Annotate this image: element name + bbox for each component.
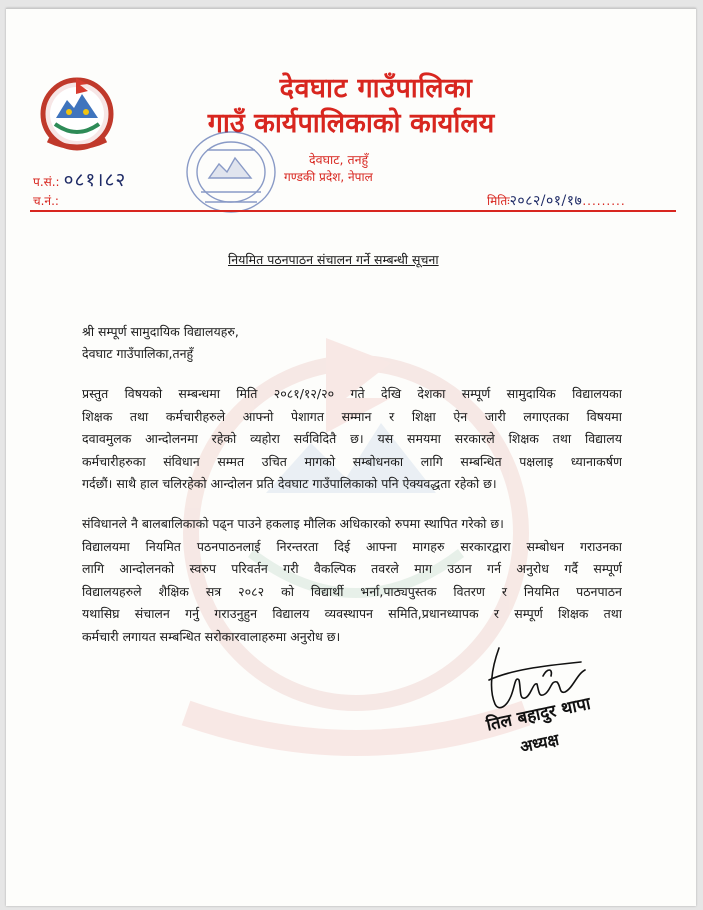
letter-date <box>487 191 626 210</box>
paragraph-1-line: दवावमुलक आन्दोलनमा रहेको व्यहोरा सर्वविदितै छ। यस समयमा सरकारले शिक्षक तथा विद्यालय <box>82 431 622 446</box>
paragraph-2-line: यथासिघ्र संचालन गर्नु गराउनुहुन विद्यालय व्यवस्थापन समिति,प्रधानध्यापक र सम्पूर्ण शिक्षक तथा <box>82 606 622 621</box>
office-title-line-1: देवघाट गाउँपालिका <box>279 73 473 104</box>
dispatch-number <box>33 192 59 209</box>
letter-page <box>6 8 696 906</box>
date-dots: ......... <box>582 194 626 208</box>
addressee-line-1: श्री सम्पूर्ण सामुदायिक विद्यालयहरु, <box>82 324 239 339</box>
signatory-title: अध्यक्ष <box>518 729 561 757</box>
letter-subject: नियमित पठनपाठन संचालन गर्ने सम्बन्धी सूचना <box>228 252 439 267</box>
paragraph-2-line: संविधानले नै बालबालिकाको पढ्न पाउने हकलाइ मौलिक अधिकारको रुपमा स्थापित गरेको छ। <box>82 516 504 531</box>
paragraph-1-line: गर्दछौं। साथै हाल चलिरहेको आन्दोलन प्रति देवघाट गाउँपालिकाको पनि ऐक्यवद्धता रहेको छ। <box>82 476 497 491</box>
paragraph-2-line: विद्यालयहरुले शैक्षिक सत्र २०८२ को विद्यार्थी भर्ना,पाठ्यपुस्तक वितरण र नियमित पठनपाठन <box>82 583 622 599</box>
signatory-name: तिल बहादुर थापा <box>484 693 593 736</box>
nepal-emblem-icon <box>36 70 118 152</box>
header-divider <box>30 210 676 212</box>
reference-number <box>33 166 126 192</box>
paragraph-2 <box>82 513 622 648</box>
address-line-1: देवघाट, तनहुँ <box>309 152 369 167</box>
scan-edge-line <box>6 8 696 9</box>
addressee-block <box>82 321 239 365</box>
date-value: २०८२/०१/१७ <box>509 193 583 209</box>
address-line-2: गण्डकी प्रदेश, नेपाल <box>284 170 373 184</box>
dispatch-label: च.नं.: <box>33 194 59 208</box>
paragraph-2-line: विद्यालयमा नियमित पठनपाठनलाई निरन्तरता दिई आफ्ना मागहरु सरकारद्वारा सम्बोधन गराउनका <box>82 538 622 554</box>
paragraph-2-line: कर्मचारी लगायत सम्बन्धित सरोकारवालाहरुमा अनुरोध छ। <box>82 628 341 644</box>
paragraph-1 <box>82 383 622 496</box>
office-seal-stamp-icon <box>181 126 281 218</box>
reference-value: ०८१।८२ <box>63 169 127 191</box>
reference-label: प.सं.: <box>33 175 60 189</box>
date-label: मितिः <box>487 194 510 208</box>
office-title-line-2: गाउँ कार्यपालिकाको कार्यालय <box>207 108 495 139</box>
paragraph-1-line: कर्मचारीहरुका संविधान सम्मत उचित मागको सम्बोधनका लागि सम्बन्धित पक्षलाइ ध्यानाकर्षण <box>82 453 622 469</box>
paragraph-1-line: शिक्षक तथा कर्मचारीहरुले आफ्नो पेशागत सम्मान र शिक्षा ऐन जारी लगाएतका विषयमा <box>82 408 622 424</box>
addressee-line-2: देवघाट गाउँपालिका,तनहुँ <box>82 346 194 361</box>
paragraph-2-line: लागि आन्दोलनको स्वरुप परिवर्तन गरी वैकल्पिक तवरले माग उठान गर्न अनुरोध गर्दै सम्पूर्ण <box>82 561 622 576</box>
paragraph-1-line: प्रस्तुत विषयको सम्बन्धमा मिति २०८१/१२/२० गते देखि देशका सम्पूर्ण सामुदायिक विद्यालयका <box>82 386 622 401</box>
